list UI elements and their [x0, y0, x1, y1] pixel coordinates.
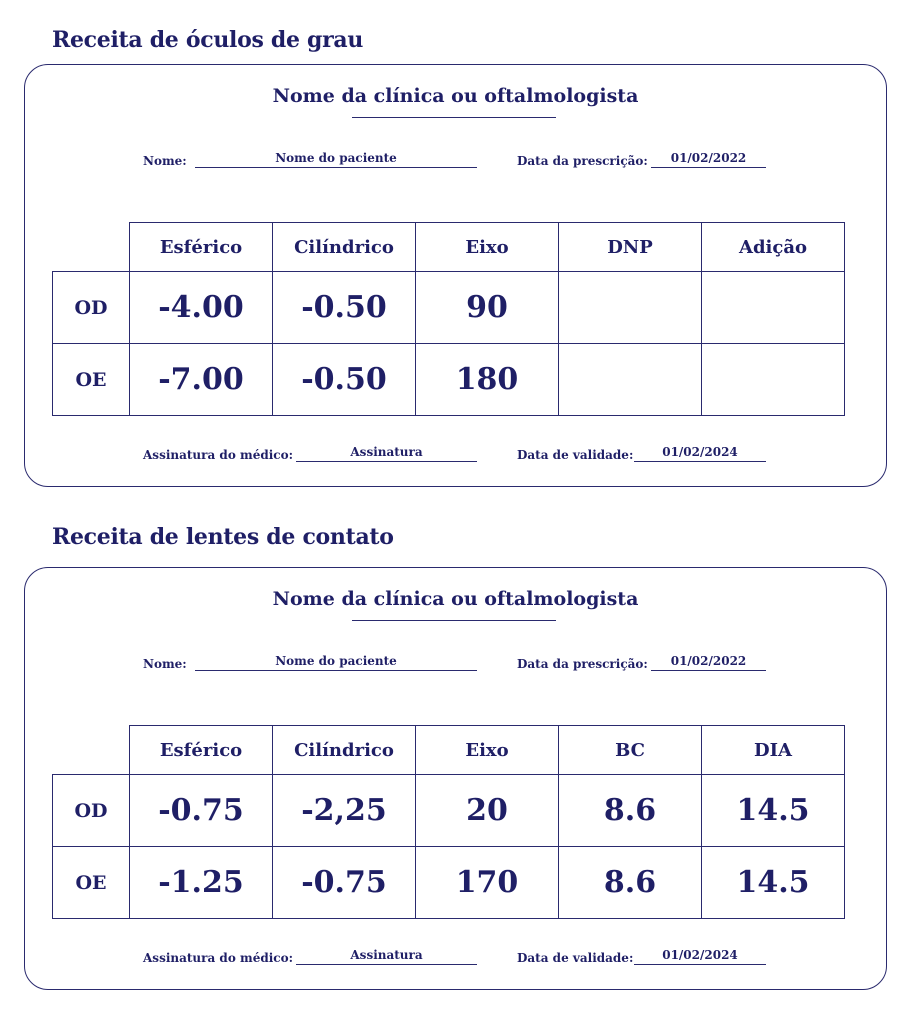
oe-base-curve: 8.6	[559, 847, 702, 919]
prescription-table	[52, 725, 845, 919]
od-dnp	[559, 272, 702, 344]
section-title-glasses: Receita de óculos de grau	[52, 27, 364, 53]
oe-addition	[702, 344, 845, 416]
oe-diameter: 14.5	[702, 847, 845, 919]
oe-cylindrical: -0.50	[273, 344, 416, 416]
eye-label-od: OD	[53, 775, 130, 847]
validity-date-field[interactable]: 01/02/2024	[634, 948, 766, 965]
patient-name-field[interactable]: Nome do paciente	[195, 654, 477, 671]
od-spherical: -0.75	[130, 775, 273, 847]
patient-name-field[interactable]: Nome do paciente	[195, 151, 477, 168]
od-cylindrical: -0.50	[273, 272, 416, 344]
table-row-od	[53, 272, 845, 344]
od-addition	[702, 272, 845, 344]
header-diameter: DIA	[702, 726, 845, 775]
clinic-underline	[352, 620, 556, 621]
od-cylindrical: -2,25	[273, 775, 416, 847]
patient-name-label: Nome:	[143, 657, 187, 671]
signature-label: Assinatura do médico:	[143, 448, 294, 462]
prescription-card-contacts	[24, 567, 887, 990]
header-blank-cell	[53, 223, 130, 272]
validity-date-field[interactable]: 01/02/2024	[634, 445, 766, 462]
oe-spherical: -7.00	[130, 344, 273, 416]
header-base-curve: BC	[559, 726, 702, 775]
prescription-date-field[interactable]: 01/02/2022	[651, 151, 766, 168]
table-row-oe	[53, 344, 845, 416]
eye-label-oe: OE	[53, 847, 130, 919]
table-header-row	[53, 223, 845, 272]
patient-name-label: Nome:	[143, 154, 187, 168]
od-diameter: 14.5	[702, 775, 845, 847]
signature-field[interactable]: Assinatura	[296, 948, 477, 965]
oe-spherical: -1.25	[130, 847, 273, 919]
od-axis: 90	[416, 272, 559, 344]
prescription-card-glasses	[24, 64, 887, 487]
header-cylindrical: Cilíndrico	[273, 726, 416, 775]
od-axis: 20	[416, 775, 559, 847]
header-addition: Adição	[702, 223, 845, 272]
section-title-contacts: Receita de lentes de contato	[52, 524, 394, 550]
signature-label: Assinatura do médico:	[143, 951, 294, 965]
table-row-oe	[53, 847, 845, 919]
prescription-date-label: Data da prescrição:	[517, 154, 648, 168]
eye-label-od: OD	[53, 272, 130, 344]
oe-axis: 170	[416, 847, 559, 919]
prescription-date-label: Data da prescrição:	[517, 657, 648, 671]
header-axis: Eixo	[416, 223, 559, 272]
oe-axis: 180	[416, 344, 559, 416]
header-spherical: Esférico	[130, 223, 273, 272]
clinic-name: Nome da clínica ou oftalmologista	[272, 588, 639, 610]
validity-date-label: Data de validade:	[517, 448, 634, 462]
clinic-underline	[352, 117, 556, 118]
table-header-row	[53, 726, 845, 775]
prescription-date-field[interactable]: 01/02/2022	[651, 654, 766, 671]
prescription-table	[52, 222, 845, 416]
header-spherical: Esférico	[130, 726, 273, 775]
header-axis: Eixo	[416, 726, 559, 775]
table-row-od	[53, 775, 845, 847]
clinic-name: Nome da clínica ou oftalmologista	[272, 85, 639, 107]
header-blank-cell	[53, 726, 130, 775]
oe-cylindrical: -0.75	[273, 847, 416, 919]
validity-date-label: Data de validade:	[517, 951, 634, 965]
header-dnp: DNP	[559, 223, 702, 272]
oe-dnp	[559, 344, 702, 416]
eye-label-oe: OE	[53, 344, 130, 416]
header-cylindrical: Cilíndrico	[273, 223, 416, 272]
od-base-curve: 8.6	[559, 775, 702, 847]
signature-field[interactable]: Assinatura	[296, 445, 477, 462]
od-spherical: -4.00	[130, 272, 273, 344]
